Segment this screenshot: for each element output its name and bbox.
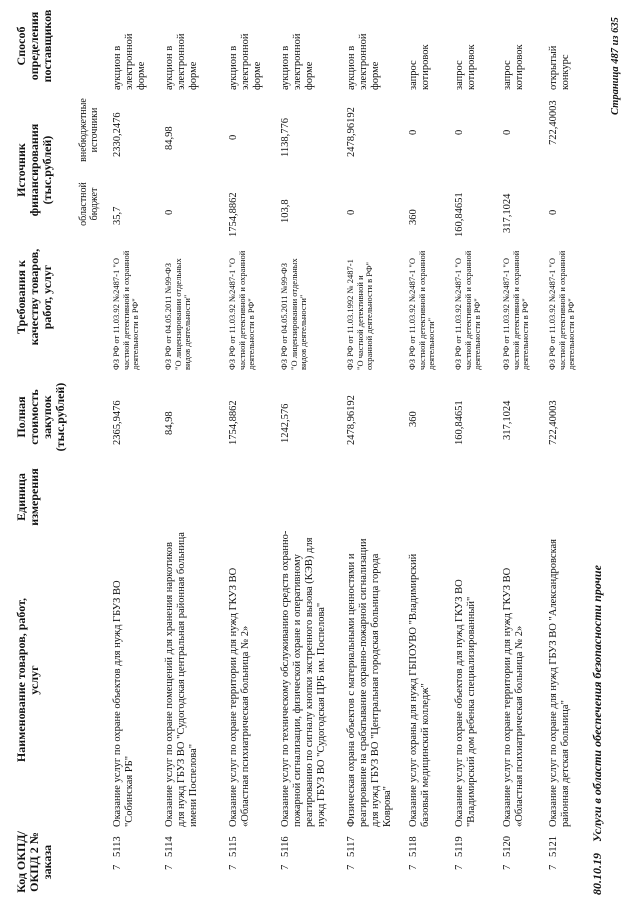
header-method: Способ определения поставщиков — [14, 9, 54, 83]
row-method: запрос котировок — [408, 44, 431, 90]
row-requirements: ФЗ РФ от 11.03.92 №2487-1 "О частной детективной и охранной деятельности в РФ" — [111, 250, 140, 370]
row-method: запрос котировок — [502, 44, 525, 90]
header-funding-extra: внебюджетные источники — [78, 98, 100, 162]
row-extra: 722,40003 — [548, 100, 559, 145]
row-cost: 2365,9476 — [112, 400, 123, 445]
row-regional: 0 — [346, 209, 357, 215]
row-order: 5118 — [408, 836, 419, 857]
row-regional: 360 — [408, 209, 419, 225]
header-cost: Полная стоимость закупок (тыс.рублей) — [14, 382, 67, 452]
row-cost: 360 — [408, 411, 419, 427]
row-requirements: ФЗ РФ от 11.03.92 №2487-1 "О частной детективной и охранной деятельности в РФ" — [547, 250, 576, 370]
row-requirements: ФЗ РФ от 11.03.1992 № 2487-1 "О частной детективной и охранной деятельности в РФ" — [345, 259, 374, 370]
row-cost: 160,84651 — [454, 400, 465, 445]
section-heading — [590, 565, 605, 895]
row-method: открытый конкурс — [548, 45, 571, 90]
row-num: 7 — [502, 864, 513, 870]
header-code: Код ОКПД/ ОКПД 2 № заказа — [14, 831, 54, 893]
row-requirements: ФЗ РФ от 11.03.92 №2487-1 "О частной детективной и охранной деятельности в РФ" — [453, 250, 482, 370]
row-method: аукцион в электронной форме — [164, 33, 199, 90]
row-requirements: ФЗ РФ от 04.05.2011 №99-ФЗ "О лицензировании отдельных видов деятельности" — [163, 258, 192, 370]
row-order: 5113 — [112, 836, 123, 857]
row-regional: 1754,8862 — [228, 192, 239, 237]
row-cost: 722,40003 — [548, 400, 559, 445]
row-num: 7 — [112, 864, 123, 870]
row-requirements: ФЗ РФ от 11.03.92 №2487-1 "О частной детективной и охранной деятельности в РФ" — [501, 250, 530, 370]
row-order: 5115 — [228, 836, 239, 857]
row-extra: 0 — [502, 129, 513, 135]
row-regional: 35,7 — [112, 206, 123, 225]
row-num: 7 — [548, 864, 559, 870]
header-funding-regional: областной бюджет — [78, 182, 100, 226]
row-order: 5114 — [164, 836, 175, 857]
row-name: Оказание услуг охраны для нужд ГБПОУВО "Владимирский базовый медицинский колледж" — [408, 553, 431, 827]
row-order: 5117 — [346, 836, 357, 857]
row-name: Оказание услуг по охране для нужд ГБУЗ ВО "Александровская районная детская больница" — [548, 538, 571, 827]
row-regional: 0 — [164, 209, 175, 215]
row-order: 5121 — [548, 836, 559, 857]
row-method: аукцион в электронной форме — [280, 33, 315, 90]
row-regional: 0 — [548, 209, 559, 215]
row-order: 5120 — [502, 836, 513, 857]
section-code: 80.10.19 — [590, 853, 604, 895]
row-order: 5116 — [280, 836, 291, 857]
row-method: запрос котировок — [454, 44, 477, 90]
row-requirements: ФЗ РФ от 11.03.92 №2487-1 "О частной детективной и охранной деятельности в РФ" — [227, 250, 256, 370]
row-extra: 0 — [228, 134, 239, 140]
row-num: 7 — [164, 864, 175, 870]
row-cost: 2478,96192 — [346, 395, 357, 445]
row-cost: 1242,576 — [280, 403, 291, 443]
header-unit: Единица измерения — [14, 468, 41, 526]
row-extra: 1138,776 — [280, 118, 291, 157]
row-requirements: ФЗ РФ от 04.05.2011 №99-ФЗ "О лицензировании отдельных видов деятельности" — [279, 258, 308, 370]
row-regional: 103,8 — [280, 199, 291, 223]
row-name: Оказание услуг по охране помещений для хранения наркотиков для нужд ГБУЗ ВО "Судогодская центральная районная больница имени Поспелова" — [164, 532, 199, 827]
section-title: Услуги в области обеспечения безопасности прочие — [590, 565, 604, 842]
row-regional: 160,84651 — [454, 192, 465, 237]
row-name: Оказание услуг по техническому обслуживанию средств охранно-пожарной сигнализации, физической охране и оперативному реагированию по сигналу кнопки экстренного вызова (КЭВ) для нужд ГБУЗ ВО "Судогодская ЦРБ им. Поспелова" — [280, 530, 327, 827]
row-name: Оказание услуг по охране объектов для нужд ГБУЗ ВО "Собинская РБ" — [112, 580, 135, 827]
row-num: 7 — [280, 864, 291, 870]
row-extra: 0 — [408, 129, 419, 135]
row-method: аукцион в электронной форме — [112, 33, 147, 90]
row-regional: 317,1024 — [502, 193, 513, 233]
row-extra: 2330,2476 — [112, 112, 123, 157]
header-requirements: Требования к качеству товаров, работ, услуг — [14, 248, 54, 346]
row-num: 7 — [408, 864, 419, 870]
row-name: Оказание услуг по охране объектов для нужд ГКУЗ ВО "Владимирский дом ребенка специализированный" — [454, 579, 477, 827]
header-funding: Источник финансирования (тыс.рублей) — [14, 123, 54, 217]
row-cost: 317,1024 — [502, 400, 513, 440]
row-num: 7 — [228, 864, 239, 870]
header-name: Наименование товаров, работ, услуг — [14, 597, 41, 763]
row-cost: 84,98 — [164, 411, 175, 435]
row-extra: 84,98 — [164, 126, 175, 150]
row-name: Оказание услуг по охране территории для нужд ГКУЗ ВО «Областная психиатрическая больница № 2» — [228, 567, 251, 827]
page-footer: Страница 487 из 635 — [610, 17, 621, 115]
row-method: аукцион в электронной форме — [228, 33, 263, 90]
row-num: 7 — [454, 864, 465, 870]
row-name: Физическая охрана объектов с материальными ценностями и реагирование на срабатывание охранно-пожарной сигнализации для нужд ГБУЗ ВО "Центральная городская больница города Коврова" — [346, 538, 393, 827]
row-requirements: ФЗ РФ от 11.03.92 №2487-1 "О частной детективной и охранной деятельности" — [407, 250, 436, 370]
row-num: 7 — [346, 864, 357, 870]
row-order: 5119 — [454, 836, 465, 857]
row-extra: 0 — [454, 129, 465, 135]
row-extra: 2478,96192 — [346, 107, 357, 157]
row-name: Оказание услуг по охране территории для нужд ГКУЗ ВО «Областная психиатрическая больница № 2» — [502, 567, 525, 827]
row-cost: 1754,8862 — [228, 400, 239, 445]
row-method: аукцион в электронной форме — [346, 33, 381, 90]
